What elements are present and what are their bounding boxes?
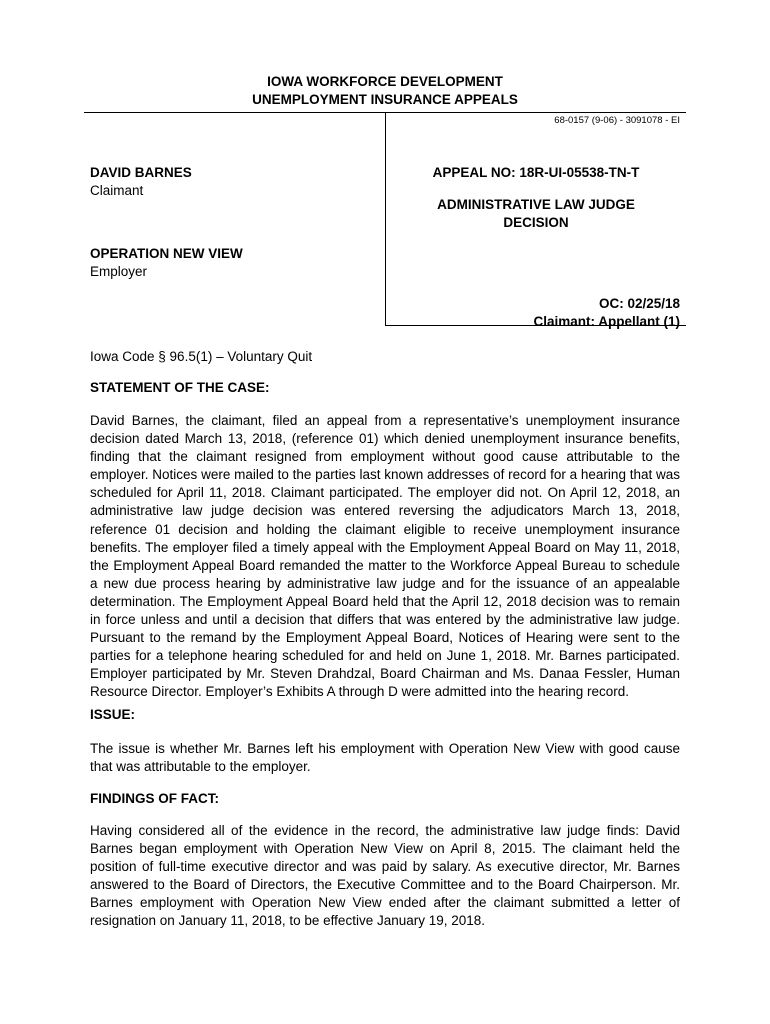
statement-heading: STATEMENT OF THE CASE: [90,380,270,395]
findings-paragraph: Having considered all of the evidence in the record, the administrative law judge finds: David Barnes began employment with Operation New View on April 8, 2015. The claimant held the position of full-time executive director and was paid by salary. As executive director, Mr. Barnes answered to the Board of Directors, the Executive Committee and to the Board Chairperson. Mr. Barnes employment with Operation New View ended after the claimant submitted a letter of resignation on January 11, 2018, to be effective January 19, 2018. [90,823,680,929]
agency-title: IOWA WORKFORCE DEVELOPMENT [267,74,503,89]
agency-subtitle: UNEMPLOYMENT INSURANCE APPEALS [252,92,518,107]
column-divider [385,113,386,325]
iowa-code-line: Iowa Code § 96.5(1) – Voluntary Quit [90,349,313,364]
decision-title-line2: DECISION [503,215,569,230]
employer-role: Employer [90,264,148,279]
decision-title-line1: ADMINISTRATIVE LAW JUDGE [437,197,635,212]
form-code: 68-0157 (9-06) - 3091078 - EI [554,115,680,126]
oc-date: OC: 02/25/18 [598,296,680,311]
issue-heading: ISSUE: [90,707,136,722]
claimant-role: Claimant [90,183,144,198]
appeal-number: APPEAL NO: 18R-UI-05538-TN-T [432,165,640,180]
statement-paragraph: David Barnes, the claimant, filed an appeal from a representative’s unemployment insurance decision dated March 13, 2018, (reference 01) which denied unemployment insurance benefits, finding that the claimant resigned from employment without good cause attributable to the employer. Notices were mailed to the parties last known addresses of record for a hearing that was scheduled for April 11, 2018. Claimant participated. The employer did not. On April 12, 2018, an administrative law judge decision was entered reversing the adjudicators March 13, 2018, reference 01 decision and holding the claimant eligible to receive unemployment insurance benefits. The employer filed a timely appeal with the Employment Appeal Board on May 11, 2018, the Employment Appeal Board remanded the matter to the Workforce Appeal Bureau to schedule a new due process hearing by administrative law judge and for the issuance of an appealable determination. The Employment Appeal Board held that the April 12, 2018 decision was to remain in force unless and until a decision that differs that was entered by the administrative law judge. Pursuant to the remand by the Employment Appeal Board, Notices of Hearing were sent to the parties for a telephone hearing scheduled for and held on June 1, 2018. Mr. Barnes participated. Employer participated by Mr. Steven Drahdzal, Board Chairman and Ms. Danaa Fessler, Human Resource Director. Employer’s Exhibits A through D were admitted into the hearing record. [90,413,680,700]
findings-heading: FINDINGS OF FACT: [90,791,219,806]
issue-paragraph: The issue is whether Mr. Barnes left his employment with Operation New View with good cause that was attributable to the employer. [90,741,680,775]
appellant-status: Claimant: Appellant (1) [533,314,680,329]
employer-name: OPERATION NEW VIEW [90,246,243,261]
claimant-name: DAVID BARNES [90,165,192,180]
